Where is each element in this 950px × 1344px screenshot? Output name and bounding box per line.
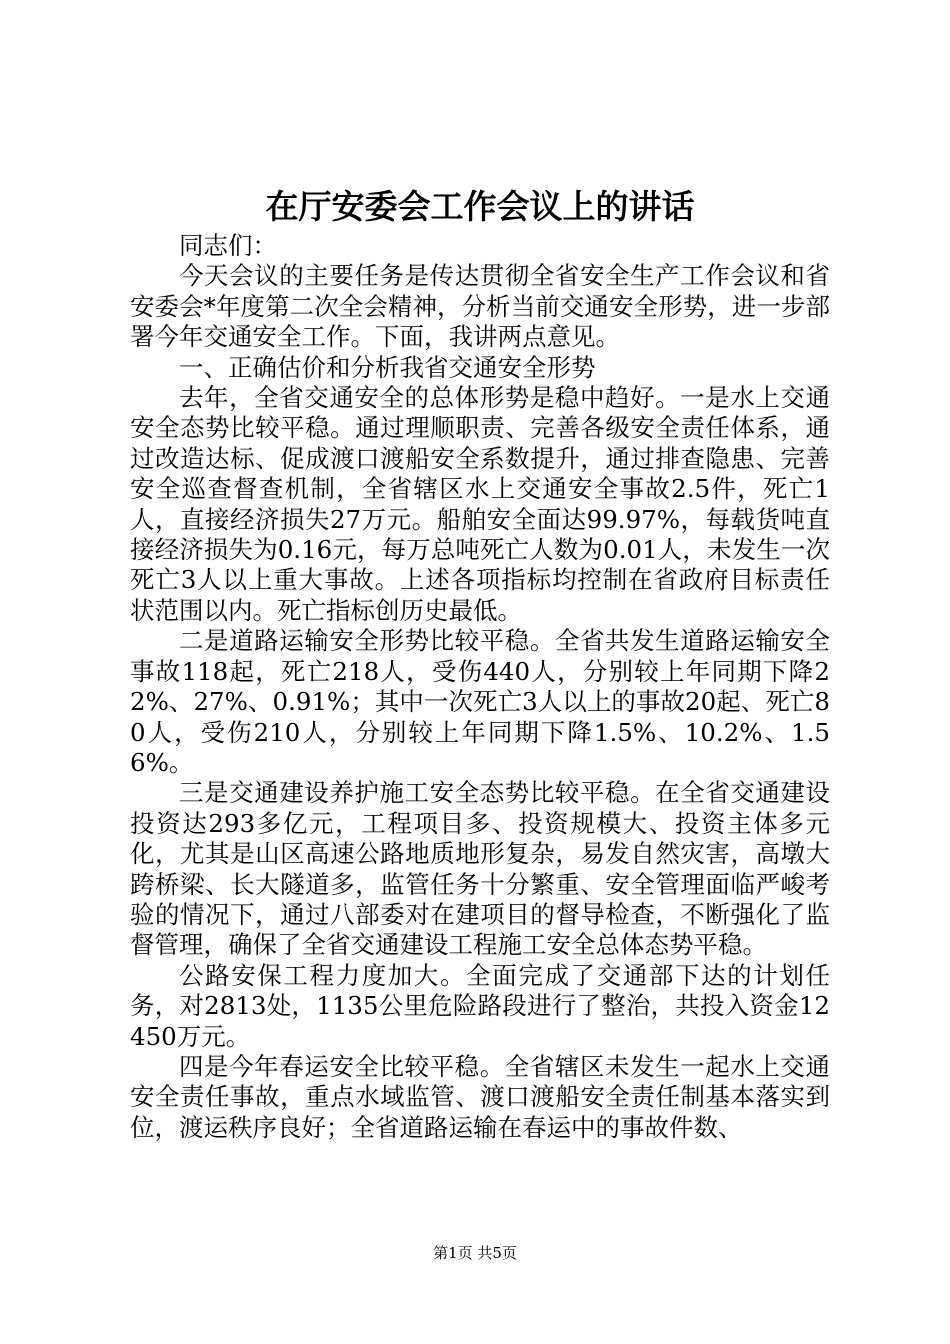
paragraph: 二是道路运输安全形势比较平稳。全省共发生道路运输安全事故118起，死亡218人，受伤440人，分别较上年同期下降22%、27%、0.91%；其中一次死亡3人以上的事故20起、死亡80人，受伤210人，分别较上年同期下降1.5%、10.2%、1.56%。	[130, 626, 830, 777]
section-heading: 一、正确估价和分析我省交通安全形势	[179, 352, 596, 382]
paragraph: 四是今年春运安全比较平稳。全省辖区未发生一起水上交通安全责任事故，重点水域监管、渡口渡船安全责任制基本落实到位，渡运秩序良好；全省道路运输在春运中的事故件数、	[130, 1051, 830, 1142]
page-number-footer: 第1页 共5页	[433, 1244, 517, 1262]
paragraph: 去年，全省交通安全的总体形势是稳中趋好。一是水上交通安全态势比较平稳。通过理顺职责、完善各级安全责任体系，通过改造达标、促成渡口渡船安全系数提升，通过排查隐患、完善安全巡查督查机制，全省辖区水上交通安全事故2.5件，死亡1人，直接经济损失27万元。船舶安全面达99.97%，每载货吨直接经济损失为0.16元，每万总吨死亡人数为0.01人，未发生一次死亡3人以上重大事故。上述各项指标均控制在省政府目标责任状范围以内。死亡指标创历史最低。	[130, 383, 830, 625]
paragraph: 三是交通建设养护施工安全态势比较平稳。在全省交通建设投资达293多亿元，工程项目多、投资规模大、投资主体多元化，尤其是山区高速公路地质地形复杂，易发自然灾害，高墩大跨桥梁、长大隧道多，监管任务十分繁重、安全管理面临严峻考验的情况下，通过八部委对在建项目的督导检查，不断强化了监督管理，确保了全省交通建设工程施工安全总体态势平稳。	[130, 778, 830, 960]
paragraph: 今天会议的主要任务是传达贯彻全省安全生产工作会议和省安委会*年度第二次全会精神，分析当前交通安全形势，进一步部署今年交通安全工作。下面，我讲两点意见。	[130, 261, 830, 352]
paragraph: 公路安保工程力度加大。全面完成了交通部下达的计划任务，对2813处，1135公里危险路段进行了整治，共投入资金12450万元。	[130, 960, 830, 1051]
salutation: 同志们：	[179, 231, 277, 260]
document-title: 在厅安委会工作会议上的讲话	[265, 187, 695, 226]
document-body	[130, 231, 830, 1143]
